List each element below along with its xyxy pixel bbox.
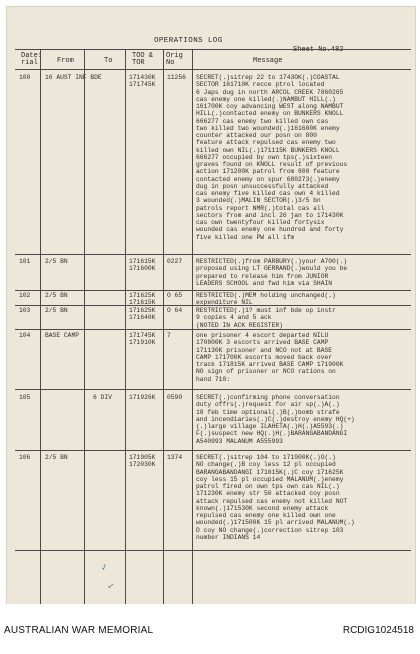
row-message: RESTRICTED(.)1? must inf bde op instr 9 copies 4 and 5 ack (NOTED IN ACK REGISTER) — [196, 307, 336, 329]
log-sheet — [6, 6, 416, 606]
row-from: BASE CAMP — [45, 332, 80, 339]
page-title: OPERATIONS LOG — [154, 37, 223, 45]
row-time: 171745K 171910K — [129, 332, 156, 347]
column-header-message: Message — [253, 57, 283, 65]
archive-footer — [0, 604, 420, 654]
row-rule — [15, 550, 411, 551]
row-message: SECRET(.)confirming phone conversation duty offrs(.)request for air sp(.)A(.) 18 feb time optional(.)B(.)bomb strafe and incendiaries(.)C(.)destroy enemy HQ(+) (.)large village ILAHETA(.)H(.)A5593(.) F(.)suspect new HQ(.)H(.)BARANGABANDANGI A540993 MALANUM A555993 — [196, 394, 355, 445]
column-header-serial: Date: rial — [21, 52, 43, 67]
row-serial: 105 — [19, 394, 31, 401]
column-divider — [84, 49, 85, 629]
row-serial: 106 — [19, 454, 31, 461]
row-message: RESTRICTED(.)MEM holding unchanged(.) expenditure NIL — [196, 292, 336, 307]
column-header-from: From — [57, 57, 74, 65]
column-header-orig: Orig No — [166, 52, 183, 67]
column-header-too-tor: TOO & TOR — [132, 52, 154, 67]
row-rule — [15, 329, 411, 330]
column-header-to: To — [104, 57, 113, 65]
row-message: SECRET(.)sitrep 22 to 1743OK(.)COASTAL SECTOR 161710K recce ptrol located 6 Japs dug in north ARCOL CREEK 7860265 cas enemy one killed(.)NAMBUT HILL(.) 161700K coy advancing WEST along NAMBUT HILL(.)contacted enemy on BUNKERS KNOLL 666277 cas enemy two killed own cas two killed two wounded(.)161600K enemy counter attacked our posn on 800 feature attack repulsed cas enemy two killed own NIL(.)171115K BUNKERS KNOLL 666277 occupied by own tps(.)sixteen graves found on KNOLL result of previous action 171200K patrol from 800 feature contacted enemy on spur 680273(.)enemy dug in posn unsuccessfully attacked cas enemy five killed cas own 4 killed 3 wounded(.)MALIN SECTOR(.)3/5 bn patrols report NMR(.)total cas all sectors from and incl 26 jan to 171430K cas own twentyfour killed fortysix wounded cas enemy one hundred and forty five killed one PW all ifm — [196, 74, 348, 241]
row-rule — [15, 290, 411, 291]
pencil-mark: ✓ — [99, 562, 111, 574]
row-from: 16 AUST INF BDE — [45, 74, 102, 81]
archive-name: AUSTRALIAN WAR MEMORIAL — [4, 625, 154, 636]
row-serial: 104 — [19, 332, 31, 339]
row-orig: 0590 — [167, 394, 183, 401]
column-divider — [192, 49, 193, 629]
row-time: 171905K 172030K — [129, 454, 156, 469]
row-from: 2/5 BN — [45, 292, 68, 299]
sheet-number: Sheet No.482 — [293, 46, 344, 54]
row-message: RESTRICTED(.)from PARBURY(.)your A700(.) proposed using LT GERRAND(.)would you be prepared to release him from JUNIOR LEADERS SCHOOL and fwd him via SHAIN — [196, 258, 348, 287]
row-time: 171615K 171600K — [129, 258, 156, 273]
pencil-mark: ✓ — [106, 581, 116, 593]
row-orig: O 64 — [167, 307, 183, 314]
row-orig: 1374 — [167, 454, 183, 461]
row-orig: 0227 — [167, 258, 183, 265]
row-orig: 7 — [167, 332, 171, 339]
header-top-rule — [15, 49, 411, 50]
row-message: SECRET(.)sitrep 104 to 171900K(.)O(.) NO change(.)B coy less 12 pl occupied BARANGABANDANGI 171015K(.)C coy 171625K coy less 15 pl occupied MALANUM(.)enemy patrol fired on own tps own cas NIL(.) 171230K enemy str 50 attacked coy posn attack repulsed cas enemy not killed NOT known(.)171530K second enemy attack repulsed cas enemy one killed own one wounded(.)171500K 15 pl arrived MALANUM(.) D coy NO change(.)correction sitrep 103 number INDIANS 14 — [196, 454, 355, 541]
row-time: 171625K 171640K — [129, 307, 156, 322]
row-to: 6 DIV — [93, 394, 112, 401]
row-rule — [15, 254, 411, 255]
header-bottom-rule — [15, 69, 411, 70]
record-id: RCDIG1024518 — [342, 625, 414, 636]
row-from: 2/5 BN — [45, 454, 68, 461]
column-divider — [40, 49, 41, 629]
row-orig: 11256 — [167, 74, 186, 81]
row-time: 171926K — [129, 394, 156, 401]
row-from: 2/5 BN — [45, 307, 68, 314]
row-rule — [15, 389, 411, 390]
row-from: 2/5 BN — [45, 258, 68, 265]
row-orig: O 65 — [167, 292, 183, 299]
column-divider — [163, 49, 164, 629]
column-divider — [125, 49, 126, 629]
row-serial: 100 — [19, 74, 31, 81]
row-time: 171625K 171615K — [129, 292, 156, 307]
row-message: one prisoner 4 escort departed NILU 170800K 3 escorts arrived BASE CAMP 171130K prisoner and NCO not at BASE CAMP 171700K escorts moved back over track 171815K arrived BASE CAMP 171900K NO sign of prisoner or NCO rations on hand 710: — [196, 332, 344, 383]
row-serial: 102 — [19, 292, 31, 299]
row-rule — [15, 450, 411, 451]
row-time: 171430K 171745K — [129, 74, 156, 89]
row-serial: 103 — [19, 307, 31, 314]
row-serial: 101 — [19, 258, 31, 265]
